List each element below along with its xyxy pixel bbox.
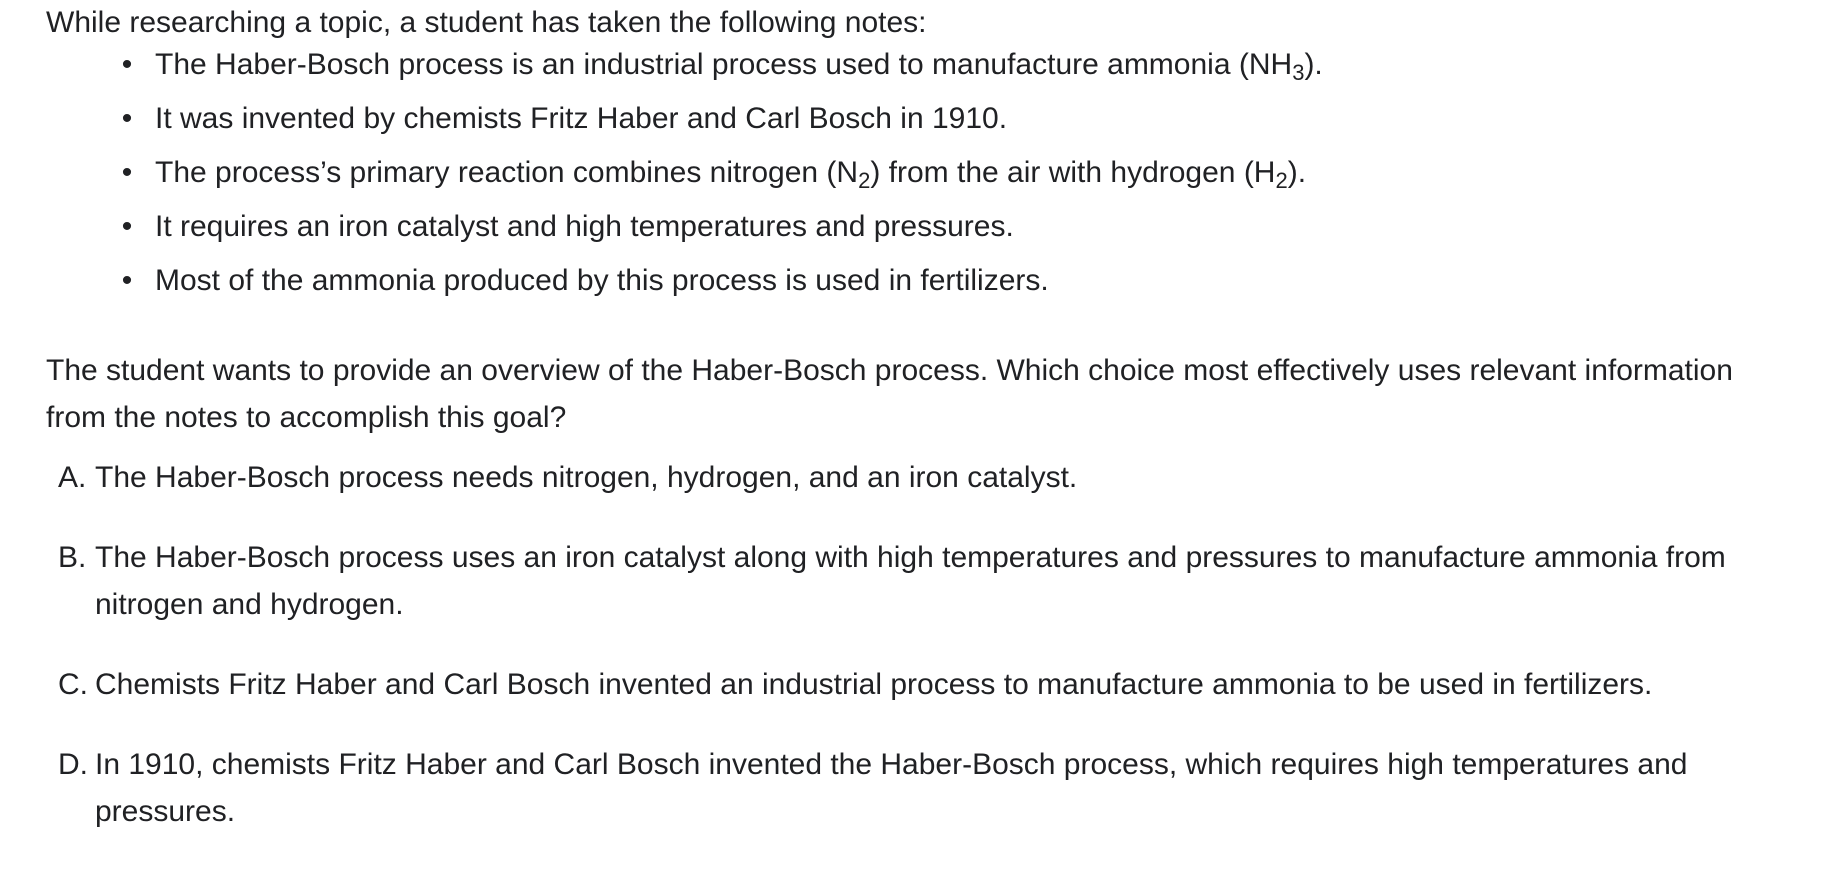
choice-text: The Haber-Bosch process uses an iron catalyst along with high temperatures and pressures to manufacture ammonia from nitrogen and hydrogen. (95, 541, 1726, 621)
choice-text: Chemists Fritz Haber and Carl Bosch invented an industrial process to manufacture ammonia to be used in fertilizers. (95, 668, 1653, 701)
note-item (118, 209, 1806, 263)
choice-d[interactable] (58, 741, 1835, 835)
bullet-icon: • (121, 48, 133, 81)
answer-choices (46, 454, 1806, 835)
note-text: Most of the ammonia produced by this process is used in fertilizers. (155, 264, 1049, 297)
choice-text: In 1910, chemists Fritz Haber and Carl Bosch invented the Haber-Bosch process, which requires high temperatures and pressures. (95, 748, 1688, 828)
note-text: It was invented by chemists Fritz Haber and Carl Bosch in 1910. (155, 102, 1008, 135)
note-item (118, 47, 1806, 101)
bullet-icon: • (121, 156, 133, 189)
bullet-icon: • (121, 264, 133, 297)
choice-a[interactable] (58, 454, 1835, 501)
question-page (46, 0, 1806, 835)
note-item (118, 263, 1806, 317)
bullet-icon: • (121, 210, 133, 243)
choice-c[interactable] (58, 661, 1835, 708)
notes-list (46, 47, 1806, 317)
choice-letter: C. (58, 668, 88, 701)
choice-text: The Haber-Bosch process needs nitrogen, hydrogen, and an iron catalyst. (95, 461, 1078, 494)
choice-letter: B. (58, 541, 87, 574)
note-item (118, 155, 1806, 209)
choice-letter: A. (58, 461, 87, 494)
question-prompt: The student wants to provide an overview of the Haber-Bosch process. Which choice most effectively uses relevant information from the notes to accomplish this goal? (46, 354, 1733, 434)
note-item (118, 101, 1806, 155)
note-text: The process’s primary reaction combines nitrogen $(N_2)$ from the air with hydrogen $(H_2)$. (155, 156, 1307, 193)
note-text: It requires an iron catalyst and high temperatures and pressures. (155, 210, 1014, 243)
intro-text: While researching a topic, a student has taken the following notes: (46, 6, 927, 39)
note-text: The Haber-Bosch process is an industrial process used to manufacture ammonia $(NH_3)$. (155, 48, 1323, 85)
bullet-icon: • (121, 102, 133, 135)
choice-letter: D. (58, 748, 88, 781)
choice-b[interactable] (58, 534, 1835, 628)
